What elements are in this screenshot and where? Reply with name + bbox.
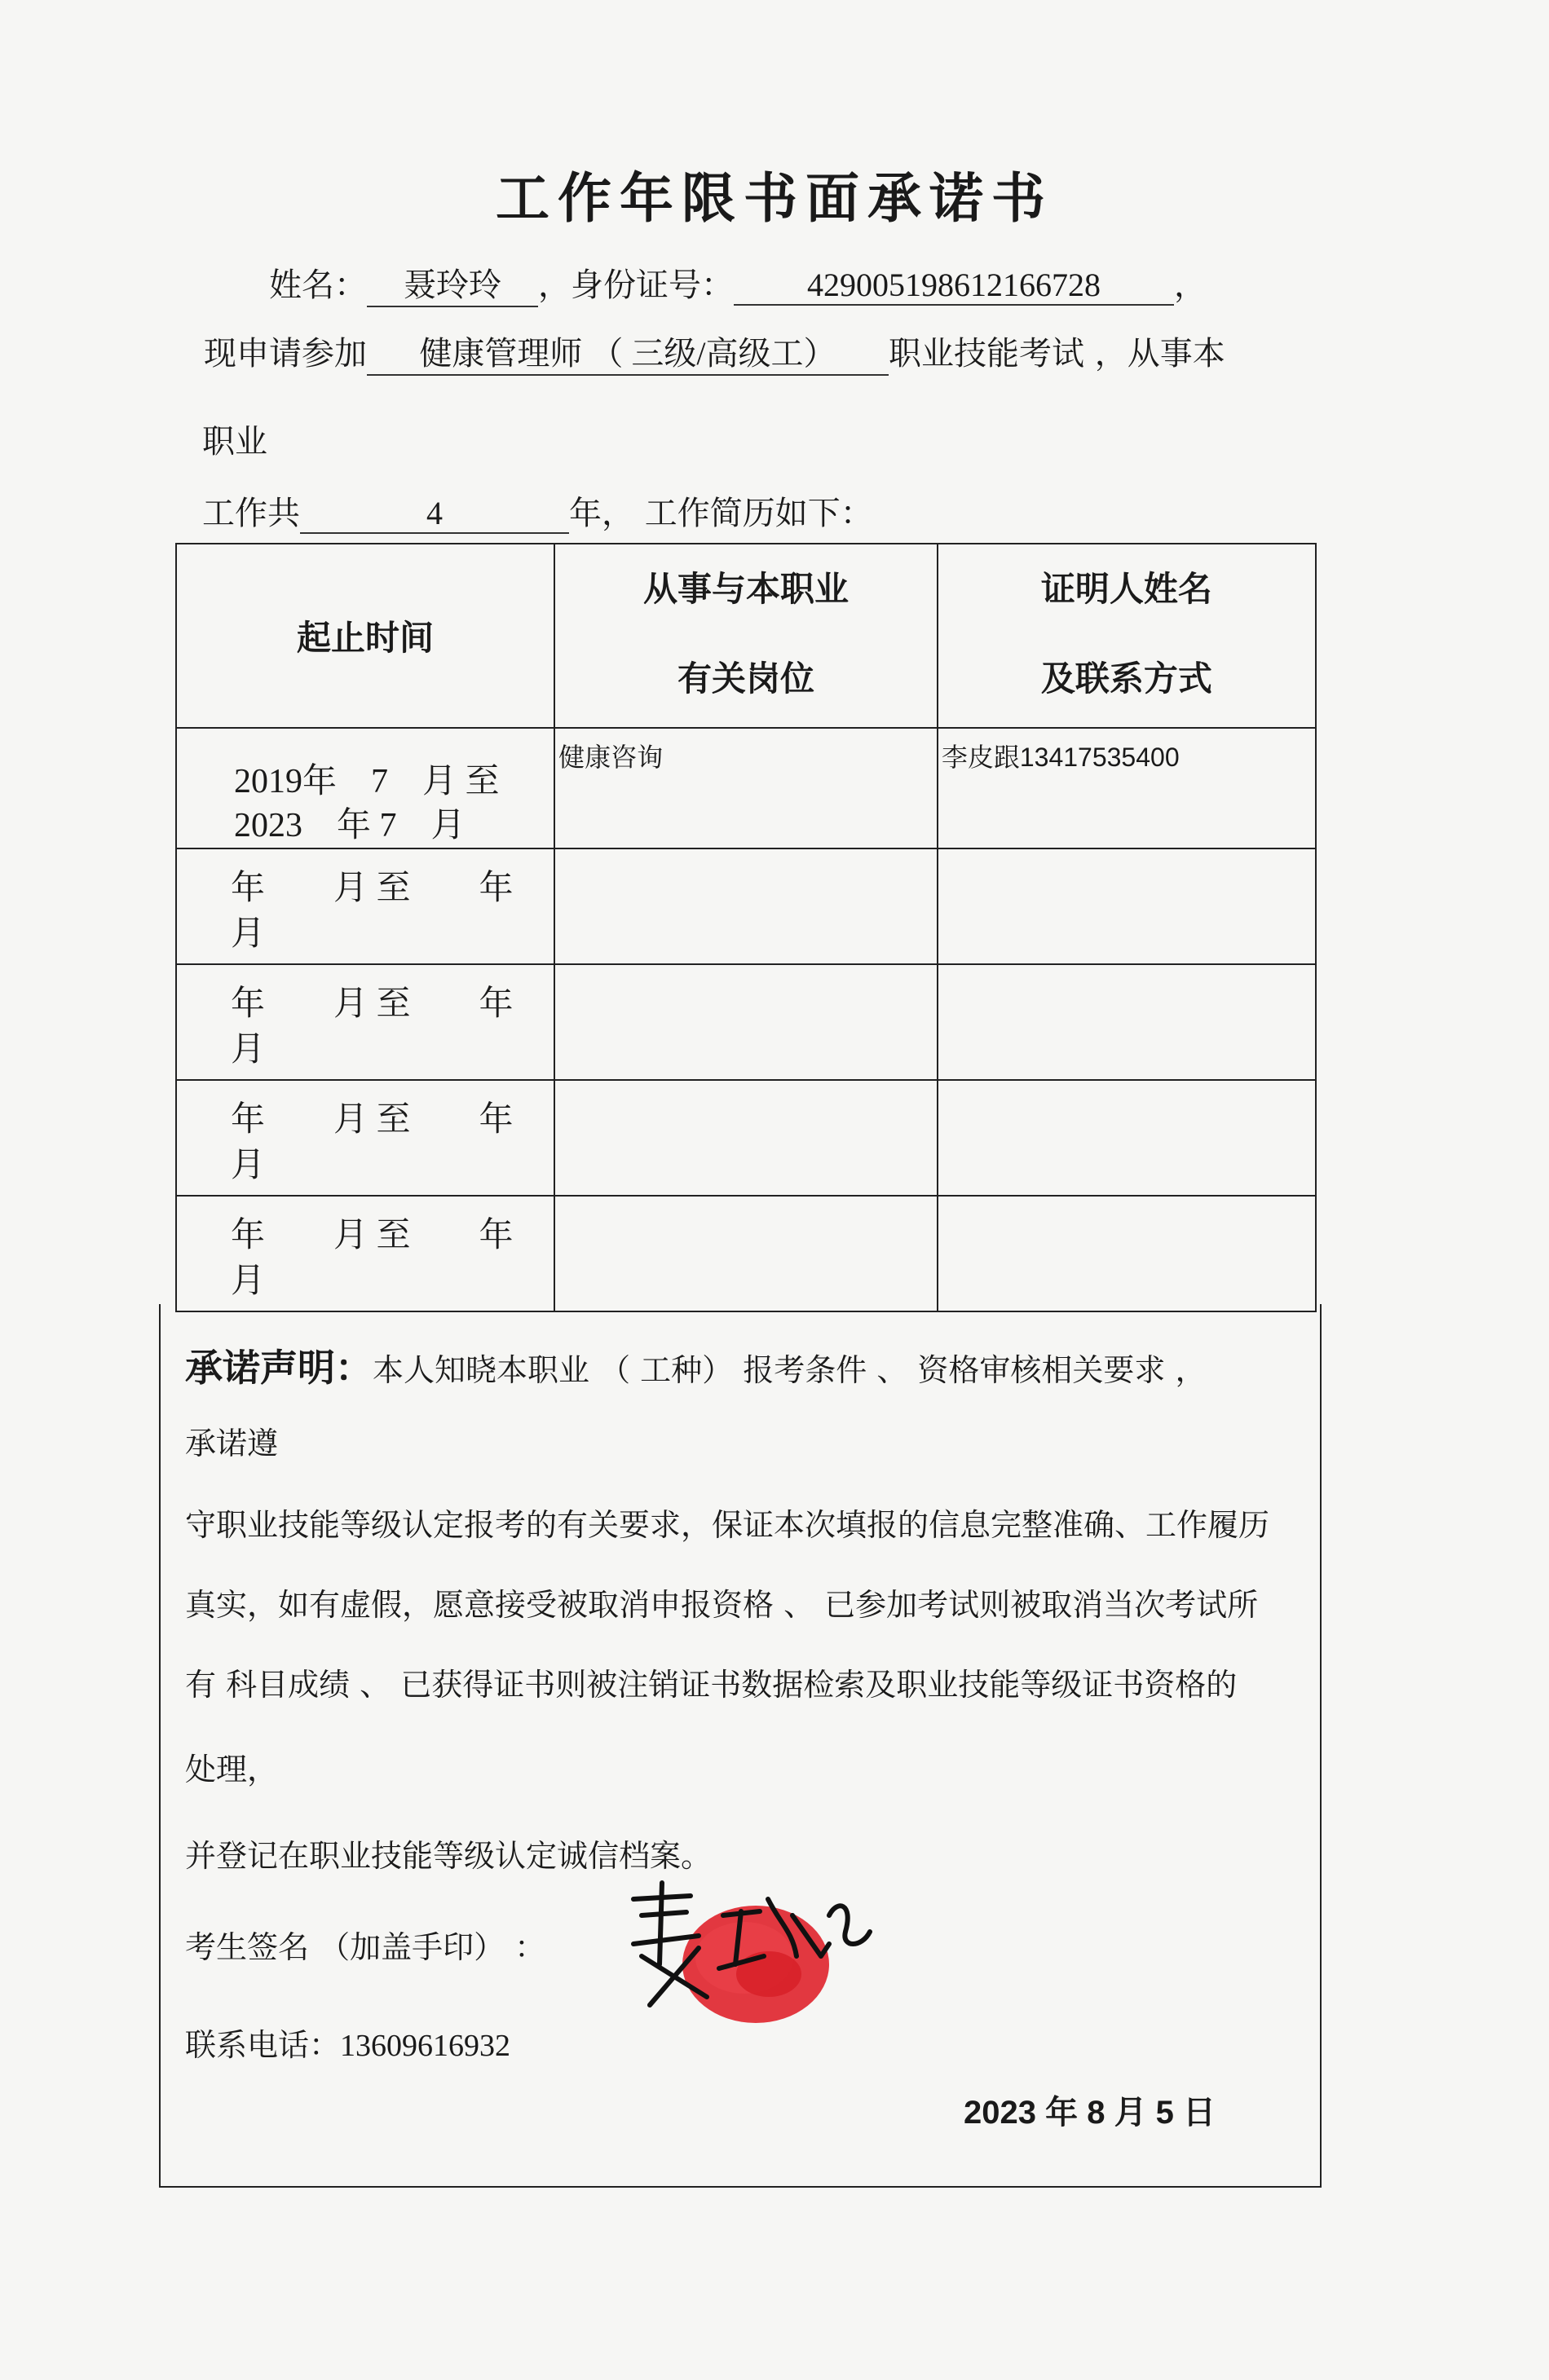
table-row	[176, 1080, 1316, 1196]
id-value: 429005198612166728	[734, 266, 1174, 306]
declaration-first-line	[185, 1338, 1206, 1392]
work-history-table	[175, 543, 1317, 1309]
apply-line-cont: 职业	[202, 423, 267, 461]
position-cell: 健康咨询	[554, 728, 938, 848]
declaration-line-2: 承诺遵	[185, 1426, 279, 1461]
witness-cell: 李皮跟13417535400	[938, 728, 1316, 848]
apply-suffix: 职业技能考试 ，从事本	[889, 335, 1225, 372]
sign-date: 2023 年 8 月 5 日	[964, 2095, 1216, 2131]
declaration-line-7: 并登记在职业技能等级认定诚信档案。	[185, 1838, 713, 1874]
period-cell: 年 月 至 年 月	[176, 964, 554, 1080]
witness-cell	[938, 848, 1316, 964]
position-cell	[554, 1080, 938, 1196]
id-label: ，身份证号：	[538, 267, 734, 304]
period-cell: 年 月 至 年 月	[176, 1196, 554, 1311]
work-years-prefix: 工作共	[202, 495, 300, 532]
header-period: 起止时间	[176, 544, 554, 728]
period-cell: 2019年 7 月 至 2023 年 7 月	[176, 728, 554, 848]
declaration-line-6: 处理，	[185, 1752, 279, 1787]
name-label: 姓名：	[269, 267, 367, 304]
phone-label: 联系电话：	[185, 2027, 341, 2063]
id-suffix: ，	[1174, 267, 1207, 304]
applicant-line	[269, 259, 1207, 307]
handwritten-signature	[585, 1867, 911, 2030]
declaration-line-4: 真实，如有虚假，愿意接受被取消申报资格 、 已参加考试则被取消当次考试所	[185, 1587, 1259, 1623]
name-value: 聂玲玲	[367, 259, 538, 307]
work-years-value: 4	[300, 494, 569, 534]
work-years-suffix: 年， 工作简历如下：	[569, 495, 873, 532]
table-row	[176, 728, 1316, 848]
period-cell: 年 月 至 年 月	[176, 1080, 554, 1196]
declaration-box	[159, 1304, 1322, 2188]
phone-value: 13609616932	[340, 2029, 511, 2063]
period-cell: 年 月 至 年 月	[176, 848, 554, 964]
profession-value: 健康管理师 （ 三级/高级工）	[367, 328, 889, 376]
table-row	[176, 964, 1316, 1080]
apply-prefix: 现申请参加	[204, 335, 367, 372]
sign-label: 考生签名 （加盖手印） ：	[185, 1929, 546, 1965]
witness-cell	[938, 964, 1316, 1080]
apply-line	[204, 328, 1225, 376]
declaration-heading: 承诺声明：	[185, 1346, 373, 1390]
phone-line	[185, 2020, 510, 2065]
witness-cell	[938, 1196, 1316, 1311]
declaration-line-3: 守职业技能等级认定报考的有关要求，保证本次填报的信息完整准确、工作履历	[185, 1507, 1270, 1543]
table-row	[176, 848, 1316, 964]
work-years-line	[202, 487, 873, 534]
witness-cell	[938, 1080, 1316, 1196]
table-row	[176, 1196, 1316, 1311]
header-position: 从事与本职业 有关岗位	[554, 544, 938, 728]
header-witness: 证明人姓名 及联系方式	[938, 544, 1316, 728]
position-cell	[554, 1196, 938, 1311]
declaration-line-5: 有 科目成绩 、 已获得证书则被注销证书数据检索及职业技能等级证书资格的	[185, 1667, 1238, 1703]
position-cell	[554, 848, 938, 964]
document-title: 工作年限书面承诺书	[496, 166, 1053, 230]
position-cell	[554, 964, 938, 1080]
declaration-line-1: 本人知晓本职业 （ 工种） 报考条件 、 资格审核相关要求 ，	[373, 1352, 1207, 1388]
